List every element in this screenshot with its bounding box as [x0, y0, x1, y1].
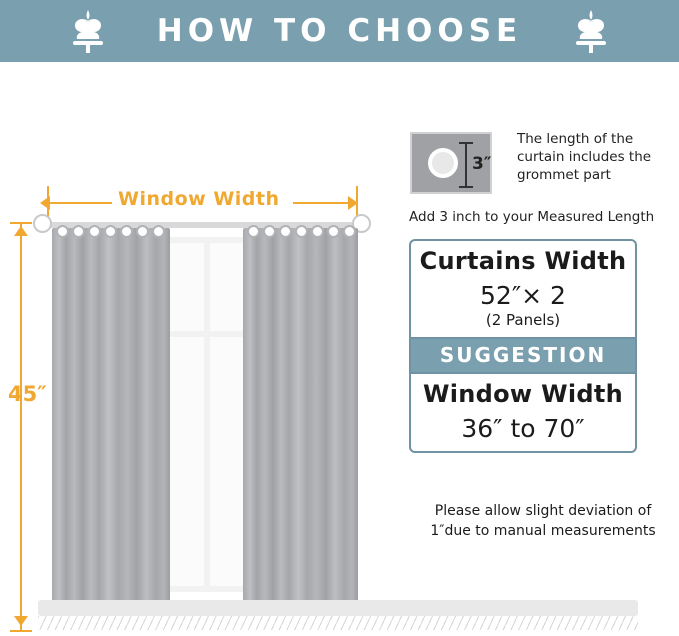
window-width-title: Window Width [422, 380, 624, 408]
curtain-height-label: 45″ [8, 382, 47, 406]
window-mullion-horizontal [158, 331, 256, 337]
arrow-down-icon [14, 616, 28, 626]
window-mullion-vertical [204, 243, 210, 586]
curtains-width-title: Curtains Width [419, 247, 627, 275]
height-tick [10, 630, 32, 632]
grommet-measure-tick [459, 142, 473, 144]
curtain-diagram [0, 62, 400, 582]
curtains-panel-count: (2 Panels) [485, 311, 561, 329]
floor-bar [38, 600, 638, 616]
grommet-measure-line [465, 142, 467, 188]
disclaimer-line-2: 1″due to manual measurements [430, 522, 656, 539]
grommet-ring-icon [428, 148, 458, 178]
info-column [405, 62, 679, 582]
grommet-measure-tick [459, 186, 473, 188]
grommet-icon [343, 225, 356, 238]
grommet-icon [263, 225, 276, 238]
fleur-de-lis-icon [60, 8, 116, 54]
disclaimer-line-1: Please allow slight deviation of [434, 503, 652, 519]
arrow-up-icon [14, 226, 28, 236]
grommet-icon [120, 225, 133, 238]
width-measure-line [293, 202, 355, 204]
grommet-icon [311, 225, 324, 238]
grommet-icon [295, 225, 308, 238]
curtains-width-value: 52″× 2 [480, 281, 566, 310]
height-tick [10, 222, 32, 224]
grommet-icon [56, 225, 69, 238]
floor-hatching [38, 616, 638, 630]
grommet-icon [279, 225, 292, 238]
grommet-icon [72, 225, 85, 238]
grommet-icon [136, 225, 149, 238]
rod-finial [33, 214, 52, 233]
page-title: HOW TO CHOOSE [156, 13, 523, 49]
grommet-icon [327, 225, 340, 238]
curtains-width-section [411, 241, 635, 337]
window-width-range: 36″ to 70″ [461, 414, 585, 443]
grommet-measure-label: 3″ [472, 154, 492, 174]
curtain-panel-right [243, 228, 358, 618]
curtain-panel-left [52, 228, 170, 618]
window-width-section [411, 374, 635, 451]
grommet-icon [152, 225, 165, 238]
size-suggestion-card [409, 239, 637, 453]
height-measure-line [20, 222, 22, 632]
width-measure-line [48, 202, 112, 204]
grommet-note: The length of the curtain includes the grommet part [517, 131, 652, 184]
suggestion-band: SUGGESTION [411, 339, 635, 372]
grommet-detail-figure [410, 132, 492, 194]
grommet-icon [104, 225, 117, 238]
window-width-label: Window Width [118, 188, 280, 210]
measurement-disclaimer [407, 502, 679, 541]
grommet-icon [247, 225, 260, 238]
header-banner [0, 0, 679, 62]
add-length-note: Add 3 inch to your Measured Length [409, 209, 655, 225]
grommet-icon [88, 225, 101, 238]
fleur-de-lis-icon [563, 8, 619, 54]
